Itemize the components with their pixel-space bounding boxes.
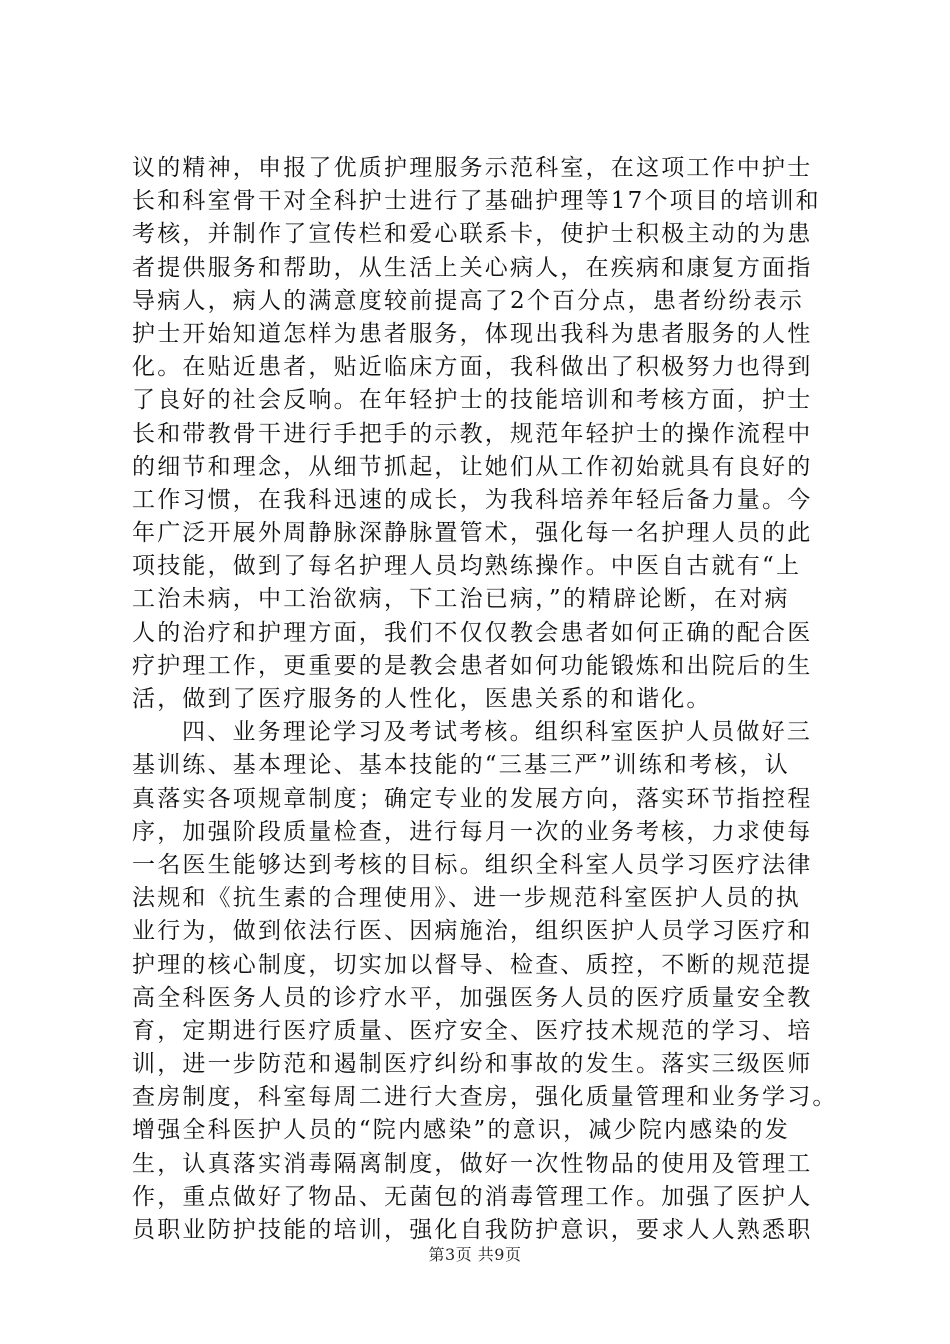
text-line: 工治未病，中工治欲病，下工治已病，”的精辟论断，在对病 [132,586,790,613]
text-line: 年广泛开展外周静脉深静脉置管术，强化每一名护理人员的此 [132,520,813,547]
text-line: 工作习惯，在我科迅速的成长，为我科培养年轻后备力量。今 [132,486,813,513]
text-line: 增强全科医护人员的“院内感染”的意识，减少院内感染的发 [132,1117,790,1144]
text-line: 议的精神，申报了优质护理服务示范科室，在这项工作中护士 [132,155,813,181]
text-line: 的细节和理念，从细节抓起，让她们从工作初始就具有良好的 [132,453,813,480]
text-line: 序，加强阶段质量检查，进行每月一次的业务考核，力求使每 [132,818,813,845]
text-line: 育，定期进行医疗质量、医疗安全、医疗技术规范的学习、培 [132,1017,813,1044]
text-line: 人的治疗和护理方面，我们不仅仅教会患者如何正确的配合医 [132,619,813,646]
text-line: 业行为，做到依法行医、因病施治，组织医护人员学习医疗和 [132,918,813,945]
text-line: 作，重点做好了物品、无菌包的消毒管理工作。加强了医护人 [132,1183,813,1210]
section-heading-line: 四、业务理论学习及考试考核。组织科室医护人员做好三 [182,719,812,746]
text-line: 护士开始知道怎样为患者服务，体现出我科为患者服务的人性 [132,320,813,347]
text-line: 生，认真落实消毒隔离制度，做好一次性物品的使用及管理工 [132,1150,813,1177]
text-line: 训，进一步防范和遏制医疗纠纷和事故的发生。落实三级医师 [132,1051,813,1078]
text-line: 疗护理工作，更重要的是教会患者如何功能锻炼和出院后的生 [132,652,813,679]
text-line: 者提供服务和帮助，从生活上关心病人，在疾病和康复方面指 [132,254,813,281]
text-line: 活，做到了医疗服务的人性化，医患关系的和谐化。 [132,686,712,712]
text-line: 长和带教骨干进行手把手的示教，规范年轻护士的操作流程中 [132,420,813,447]
body-text [132,152,852,1247]
text-line: 化。在贴近患者，贴近临床方面，我科做出了积极努力也得到 [132,354,813,381]
text-line: 护理的核心制度，切实加以督导、检查、质控，不断的规范提 [132,951,813,978]
text-line: 基训练、基本理论、基本技能的“三基三严”训练和考核，认 [132,752,790,779]
text-line: 项技能，做到了每名护理人员均熟练操作。中医自古就有“上 [132,553,802,580]
text-line: 导病人，病人的满意度较前提高了2个百分点，患者纷纷表示 [132,287,805,314]
text-line: 一名医生能够达到考核的目标。组织全科室人员学习医疗法律 [132,851,813,878]
text-line: 法规和《抗生素的合理使用》、进一步规范科室医护人员的执 [132,885,801,912]
text-line: 长和科室骨干对全科护士进行了基础护理等17个项目的培训和 [132,188,821,215]
text-line: 员职业防护技能的培训，强化自我防护意识，要求人人熟悉职 [132,1217,813,1243]
text-line: 了良好的社会反响。在年轻护士的技能培训和考核方面，护士 [132,387,813,414]
text-line: 考核，并制作了宣传栏和爱心联系卡，使护士积极主动的为患 [132,221,813,248]
text-line: 查房制度，科室每周二进行大查房，强化质量管理和业务学习。 [132,1084,838,1111]
text-line: 真落实各项规章制度；确定专业的发展方向，落实环节指控程 [132,785,813,812]
text-line: 高全科医务人员的诊疗水平，加强医务人员的医疗质量安全教 [132,984,813,1011]
page-footer: 第3页 共9页 [428,1245,522,1264]
